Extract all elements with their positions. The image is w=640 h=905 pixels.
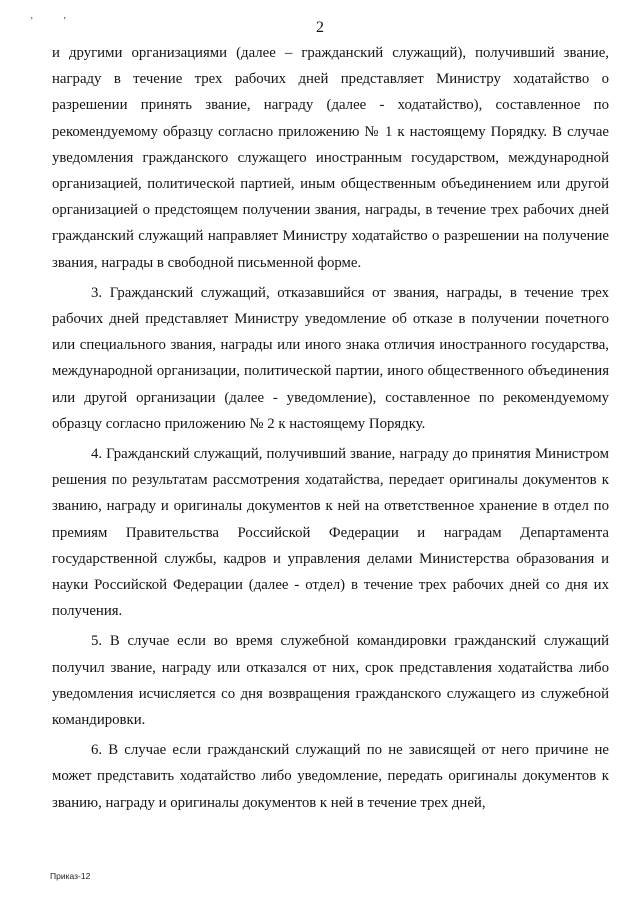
- document-body: [52, 40, 609, 816]
- footer-label: Приказ-12: [50, 871, 91, 881]
- scan-mark: ’: [63, 16, 67, 27]
- paragraph-6: 6. В случае если гражданский служащий по не зависящей от него причине не может представить ходатайство либо уведомление, передать оригиналы документов к званию, награду и оригиналы документов к ней в течение трех дней,: [52, 742, 609, 811]
- paragraph-5: 5. В случае если во время служебной командировки гражданский служащий получил звание, награду или отказался от них, срок представления ходатайства либо уведомления исчисляется со дня возвращения гражданского служащего из служебной командировки.: [52, 633, 609, 729]
- paragraph-4: 4. Гражданский служащий, получивший звание, награду до принятия Министром решения по результатам рассмотрения ходатайства, передает оригиналы документов к званию, награду и оригиналы документов к ней на ответственное хранение в отдел по премиям Правительства Российской Федерации и наградам Департамента государственной службы, кадров и управления делами Министерства образования и науки Российской Федерации (далее - отдел) в течение трех рабочих дней со дня их получения.: [52, 446, 609, 620]
- page-number: 2: [316, 19, 324, 36]
- paragraph-continuation: и другими организациями (далее – гражданский служащий), получивший звание, награду в течение трех рабочих дней представляет Министру ходатайство о разрешении принять звание, награду (далее - ходатайство), составленное по рекомендуемому образцу согласно приложению № 1 к настоящему Порядку. В случае уведомления гражданского служащего иностранным государством, международной организацией, политической партией, иным общественным объединением или другой организацией о предстоящем получении звания, награды, в течение трех рабочих дней гражданский служащий направляет Министру ходатайство о разрешении на получение звания, награды в свободной письменной форме.: [52, 45, 609, 271]
- scan-mark: ’: [30, 16, 34, 27]
- paragraph-3: 3. Гражданский служащий, отказавшийся от звания, награды, в течение трех рабочих дней представляет Министру уведомление об отказе в получении почетного или специального звания, награды или иного знака отличия иностранного государства, международной организации, политической партии, иного общественного объединения или другой организации (далее - уведомление), составленное по рекомендуемому образцу согласно приложению № 2 к настоящему Порядку.: [52, 284, 609, 432]
